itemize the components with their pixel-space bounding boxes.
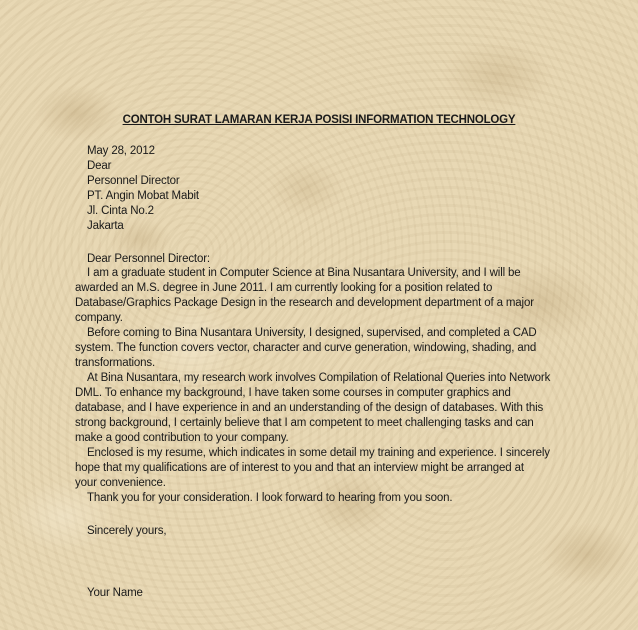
body-line: awarded an M.S. degree in June 2011. I am currently looking for a position related to — [75, 282, 493, 294]
signature-name: Your Name — [87, 587, 143, 599]
addressee-line: Jl. Cinta No.2 — [87, 205, 154, 217]
addressee-line: PT. Angin Mobat Mabit — [87, 190, 199, 202]
body-line: Enclosed is my resume, which indicates in some detail my training and experience. I sincerely — [87, 447, 550, 459]
body-line: system. The function covers vector, character and curve generation, windowing, shading, and — [75, 342, 537, 354]
letter-title: CONTOH SURAT LAMARAN KERJA POSISI INFORMATION TECHNOLOGY — [122, 114, 516, 126]
letter-body — [75, 266, 565, 506]
addressee-line: Jakarta — [87, 220, 124, 232]
body-line: Database/Graphics Package Design in the research and development department of a major — [75, 297, 534, 309]
body-line: Before coming to Bina Nusantara University, I designed, supervised, and completed a CAD — [87, 327, 537, 339]
body-line: hope that my qualifications are of interest to you and that an interview might be arranged at — [75, 462, 524, 474]
body-line: company. — [75, 312, 123, 324]
letter-date: May 28, 2012 — [87, 145, 155, 157]
addressee-line: Dear — [87, 160, 112, 172]
closing-block — [75, 524, 565, 539]
addressee-line: Personnel Director — [87, 175, 180, 187]
body-line: make a good contribution to your company. — [75, 432, 289, 444]
body-line: At Bina Nusantara, my research work involves Compilation of Relational Queries into Network — [87, 372, 551, 384]
body-line: your convenience. — [75, 477, 166, 489]
letter-header — [75, 144, 565, 234]
signature-block — [75, 586, 565, 601]
body-line: transformations. — [75, 357, 156, 369]
body-line: I am a graduate student in Computer Science at Bina Nusantara University, and I will be — [87, 267, 521, 279]
closing: Sincerely yours, — [87, 525, 167, 537]
salutation-block — [75, 252, 565, 267]
body-line: database, and I have experience in and an understanding of the design of databases. With this — [75, 402, 544, 414]
salutation: Dear Personnel Director: — [87, 253, 210, 265]
body-line: Thank you for your consideration. I look forward to hearing from you soon. — [87, 492, 453, 504]
body-line: DML. To enhance my background, I have taken some courses in computer graphics and — [75, 387, 511, 399]
body-line: strong background, I certainly believe that I am competent to meet challenging tasks and can — [75, 417, 534, 429]
